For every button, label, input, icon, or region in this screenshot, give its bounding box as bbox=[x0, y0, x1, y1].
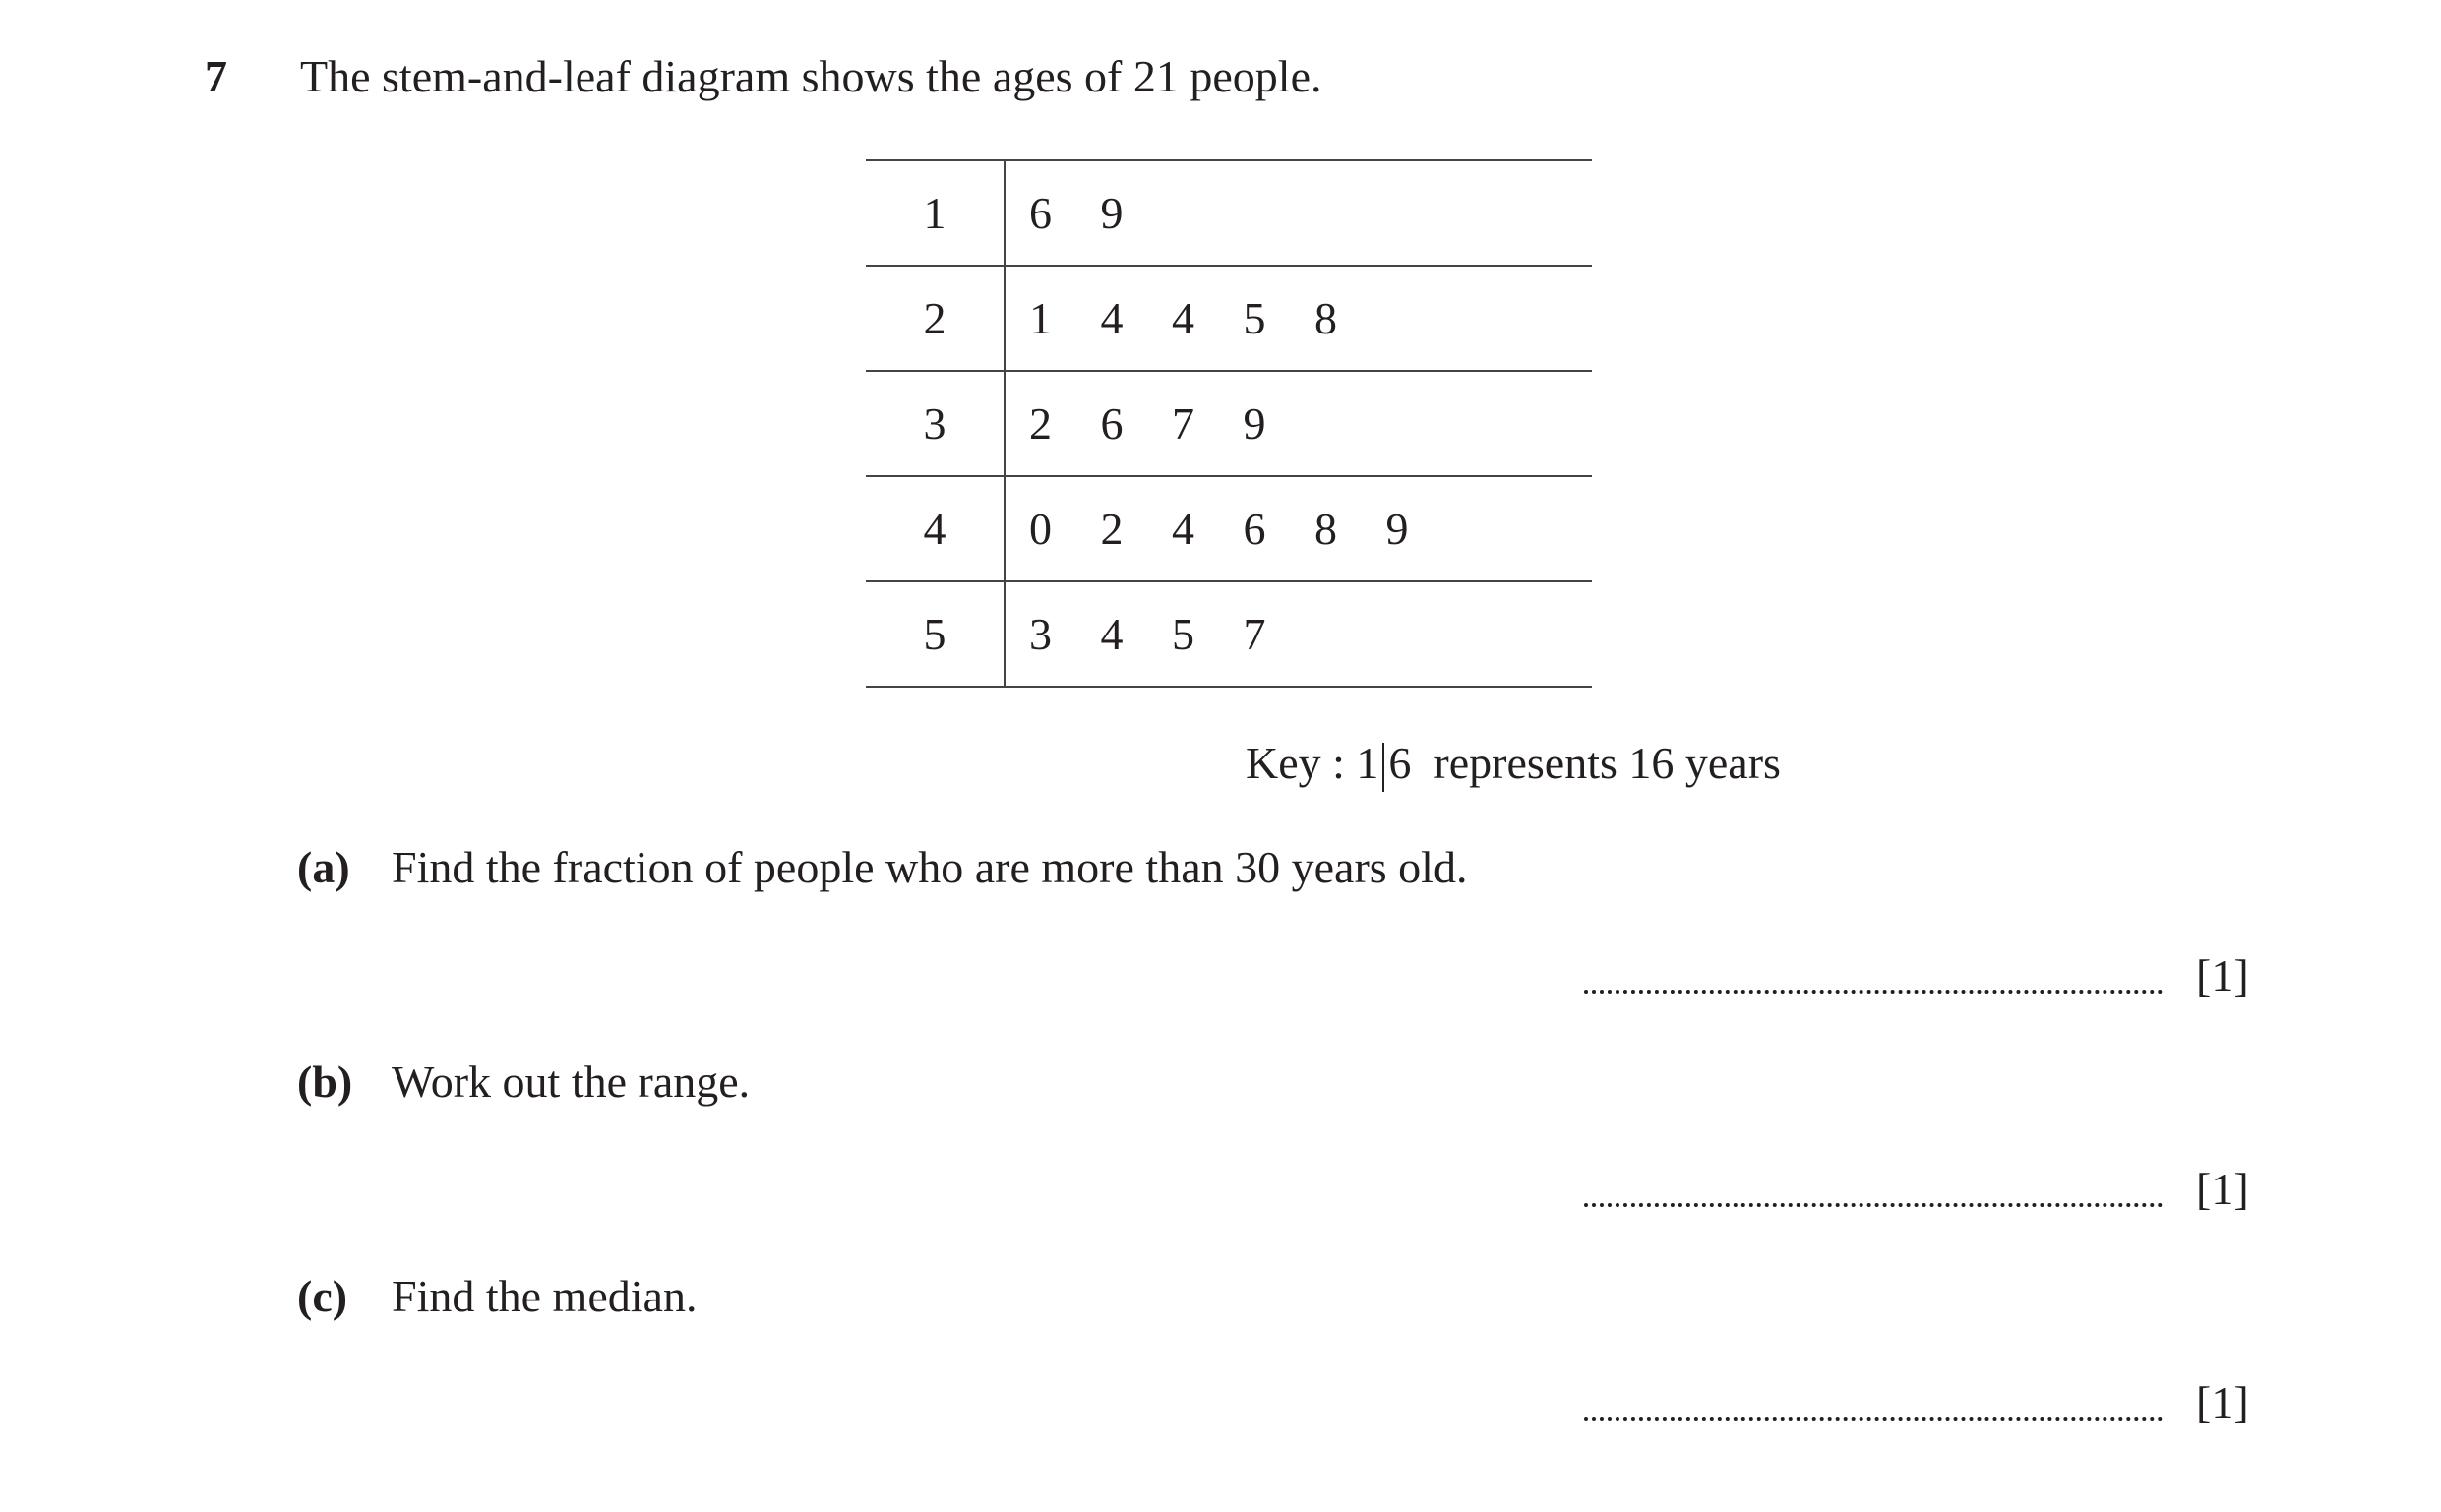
leaf-value: 4 bbox=[1100, 293, 1124, 343]
leaf-value: 6 bbox=[1243, 504, 1266, 554]
leaf-value: 9 bbox=[1243, 398, 1266, 449]
stem-leaf-row bbox=[866, 477, 1592, 582]
stem-leaf-row bbox=[866, 161, 1592, 267]
key-text: represents 16 years bbox=[1434, 738, 1781, 788]
stem-leaf-row bbox=[866, 372, 1592, 477]
leaf-value: 9 bbox=[1100, 188, 1124, 238]
question-text: The stem-and-leaf diagram shows the ages of 21 people. bbox=[300, 51, 1322, 101]
leaf-value: 8 bbox=[1314, 504, 1337, 554]
leaves-cell bbox=[1006, 397, 1314, 450]
part-c-answer-line[interactable] bbox=[1584, 1417, 2163, 1421]
leaf-value: 6 bbox=[1100, 398, 1124, 449]
stem-leaf-row bbox=[866, 267, 1592, 372]
key-prefix: Key : bbox=[1246, 738, 1345, 788]
stem-and-leaf-diagram bbox=[866, 159, 1592, 688]
leaf-value: 8 bbox=[1314, 293, 1337, 343]
leaf-value: 7 bbox=[1172, 398, 1194, 449]
leaf-value: 0 bbox=[1029, 504, 1052, 554]
leaf-value: 2 bbox=[1100, 504, 1124, 554]
part-a-marks: [1] bbox=[2196, 950, 2249, 1000]
key-divider bbox=[1382, 743, 1384, 792]
key-leaf: 6 bbox=[1388, 738, 1412, 788]
leaf-value: 9 bbox=[1385, 504, 1409, 554]
part-c-marks: [1] bbox=[2196, 1377, 2249, 1427]
diagram-key bbox=[1246, 734, 1781, 793]
leaf-value: 4 bbox=[1100, 609, 1124, 659]
stem-cell: 3 bbox=[866, 372, 1006, 475]
leaf-value: 1 bbox=[1029, 293, 1052, 343]
leaves-cell bbox=[1006, 503, 1457, 555]
stem-cell: 2 bbox=[866, 267, 1006, 370]
leaf-value: 3 bbox=[1029, 609, 1052, 659]
key-stem: 1 bbox=[1356, 738, 1379, 788]
leaf-value: 4 bbox=[1172, 293, 1194, 343]
leaves-cell bbox=[1006, 292, 1386, 344]
leaves-cell bbox=[1006, 187, 1172, 239]
part-b-text: Work out the range. bbox=[392, 1057, 751, 1107]
leaf-value: 5 bbox=[1172, 609, 1194, 659]
part-b-answer-line[interactable] bbox=[1584, 1203, 2163, 1207]
leaf-value: 5 bbox=[1243, 293, 1266, 343]
part-a-text: Find the fraction of people who are more than 30 years old. bbox=[392, 842, 1468, 892]
part-b-label: (b) bbox=[297, 1057, 353, 1107]
leaf-value: 2 bbox=[1029, 398, 1052, 449]
leaf-value: 6 bbox=[1029, 188, 1052, 238]
leaves-cell bbox=[1006, 608, 1314, 660]
leaf-value: 7 bbox=[1243, 609, 1266, 659]
stem-leaf-row bbox=[866, 582, 1592, 688]
stem-cell: 1 bbox=[866, 161, 1006, 265]
stem-cell: 5 bbox=[866, 582, 1006, 686]
part-c-text: Find the median. bbox=[392, 1271, 698, 1321]
question-number: 7 bbox=[205, 51, 227, 101]
part-b-marks: [1] bbox=[2196, 1164, 2249, 1214]
stem-cell: 4 bbox=[866, 477, 1006, 580]
leaf-value: 4 bbox=[1172, 504, 1194, 554]
part-a-label: (a) bbox=[297, 842, 350, 892]
part-a-answer-line[interactable] bbox=[1584, 990, 2163, 994]
part-c-label: (c) bbox=[297, 1271, 348, 1321]
